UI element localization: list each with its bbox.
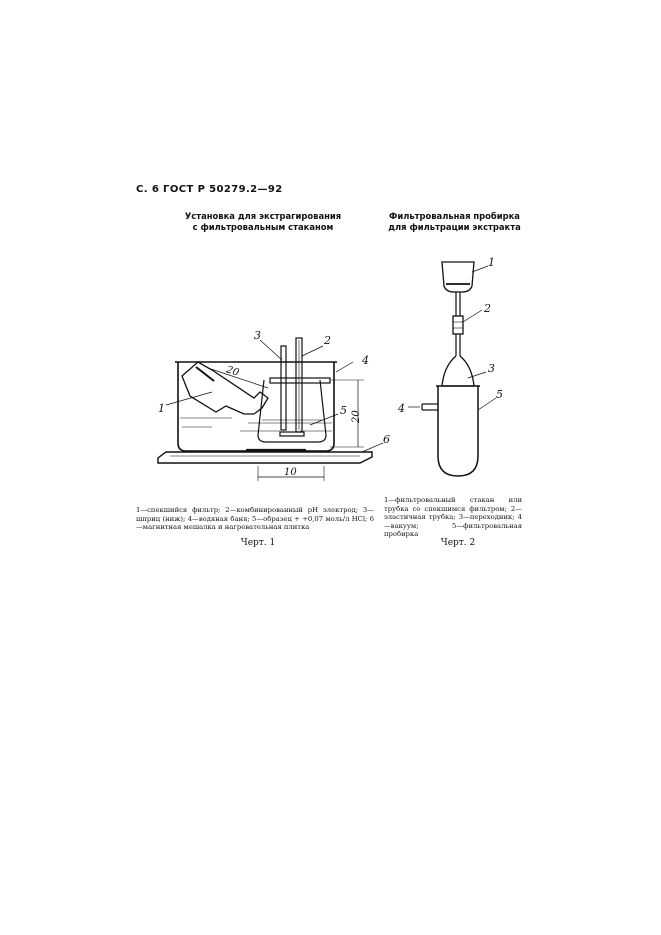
syringe xyxy=(281,346,286,430)
fig1-label-6: 6 xyxy=(383,433,390,446)
elastic-tube xyxy=(453,316,463,334)
support-bar xyxy=(270,378,330,383)
leader-2 xyxy=(302,346,323,356)
fig2-label-1: 1 xyxy=(488,256,495,269)
filter-cup xyxy=(442,262,474,292)
fig2-leader-2 xyxy=(463,310,482,322)
hot-plate-shape xyxy=(158,452,372,463)
fig2-leader-5 xyxy=(478,398,496,410)
figure1-chart-label: Черт. 1 xyxy=(240,538,276,548)
fig2-label-4: 4 xyxy=(398,402,405,415)
fig2-label-3: 3 xyxy=(488,362,495,375)
leader-6 xyxy=(362,443,383,452)
figure1-drawing xyxy=(158,338,383,481)
fig2-label-2: 2 xyxy=(484,302,491,315)
figure2-title-line2: для фильтрации экстракта xyxy=(388,222,521,232)
figure1-title-line2: с фильтровальным стаканом xyxy=(192,222,334,232)
figure2-title-line1: Фильтровальная пробирка xyxy=(389,211,520,221)
test-tube xyxy=(438,386,478,476)
stirrer-bar xyxy=(280,432,304,436)
dim-20a-text: 20 xyxy=(224,364,241,379)
leader-4 xyxy=(336,362,353,372)
leader-3 xyxy=(260,340,282,360)
fig1-label-3: 3 xyxy=(254,329,261,342)
page-header: С. 6 ГОСТ Р 50279.2—92 xyxy=(136,184,283,195)
figure1-caption: 1—спекшийся фильтр; 2—комбинированный pH электрод; 3—шприц (ниж); 4—водяная баня; 5—образец + +0,07 моль/л HCl; 6—магнитная мешалка и нагревательная плитка xyxy=(136,506,374,532)
figure2-caption: 1—фильтровальный стакан или трубка со спекшимся фильтром; 2—эластичная трубка; 3—переходник; 4—вакуум; 5—фильтровальная пробирка xyxy=(384,496,522,539)
fig1-label-4: 4 xyxy=(362,354,369,367)
dim-20b-text: 20 xyxy=(351,410,362,423)
fig2-label-5: 5 xyxy=(496,388,503,401)
figure1-labels xyxy=(158,329,390,478)
fig1-label-1: 1 xyxy=(158,402,165,415)
fig1-label-2: 2 xyxy=(324,334,331,347)
dim-10-text: 10 xyxy=(284,467,297,478)
beaker-shape xyxy=(258,380,326,442)
figure2-labels xyxy=(397,256,503,415)
filter-funnel-shape xyxy=(182,362,268,414)
figure1-title-line1: Установка для экстрагирования xyxy=(184,211,342,221)
fig1-label-5: 5 xyxy=(340,404,347,417)
figure2-drawing xyxy=(408,262,496,476)
fig2-leader-1 xyxy=(472,266,488,272)
figure2-chart-label: Черт. 2 xyxy=(440,538,476,548)
water-bath-shape xyxy=(178,362,334,451)
adapter-shape xyxy=(442,356,474,386)
